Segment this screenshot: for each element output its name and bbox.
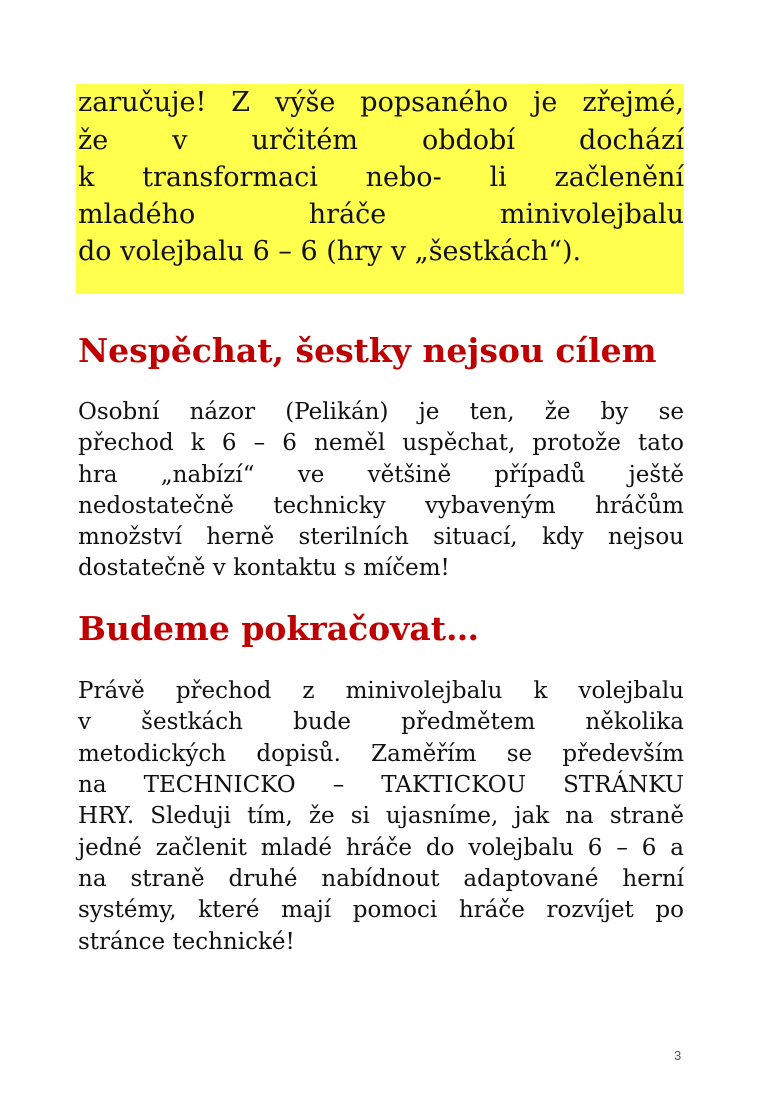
section2-line-5: HRY. Sleduji tím, že si ujasníme, jak na straně bbox=[78, 803, 684, 829]
section2-line-1: Právě přechod z minivolejbalu k volejbalu bbox=[78, 678, 684, 704]
section2-line-6: jedné začlenit mladé hráče do volejbalu 6 – 6 a bbox=[78, 835, 684, 861]
highlighted-line-1: zaručuje! Z výše popsaného je zřejmé, bbox=[78, 87, 684, 118]
section2-line-7: na straně druhé nabídnout adaptované herní bbox=[78, 866, 684, 892]
section2-line-4: na TECHNICKO – TAKTICKOU STRÁNKU bbox=[78, 772, 684, 798]
section1-line-4: nedostatečně technicky vybaveným hráčům bbox=[78, 493, 684, 519]
section1-line-5: množství herně sterilních situací, kdy nejsou bbox=[78, 524, 684, 550]
section1-line-6: dostatečně v kontaktu s míčem! bbox=[78, 555, 450, 581]
highlighted-line-4: mladého hráče minivolejbalu bbox=[78, 199, 684, 230]
highlighted-line-3: k transformaci nebo- li začlenění bbox=[78, 162, 684, 193]
section1-line-1: Osobní názor (Pelikán) je ten, že by se bbox=[78, 399, 684, 425]
section2-line-2: v šestkách bude předmětem několika bbox=[78, 709, 684, 735]
section-heading-nespechat: Nespěchat, šestky nejsou cílem bbox=[78, 331, 657, 370]
section2-line-3: metodických dopisů. Zaměřím se především bbox=[78, 741, 684, 767]
section-heading-budeme-pokracovat: Budeme pokračovat… bbox=[78, 609, 479, 648]
section1-line-3: hra „nabízí“ ve většině případů ještě bbox=[78, 462, 684, 488]
section1-line-2: přechod k 6 – 6 neměl uspěchat, protože tato bbox=[78, 430, 684, 456]
section2-line-9: stránce technické! bbox=[78, 929, 295, 955]
highlighted-line-2: že v určitém období dochází bbox=[78, 125, 684, 156]
page-number: 3 bbox=[674, 1048, 682, 1063]
section2-line-8: systémy, které mají pomoci hráče rozvíjet po bbox=[78, 897, 684, 923]
highlighted-line-5: do volejbalu 6 – 6 (hry v „šestkách“). bbox=[78, 236, 582, 267]
